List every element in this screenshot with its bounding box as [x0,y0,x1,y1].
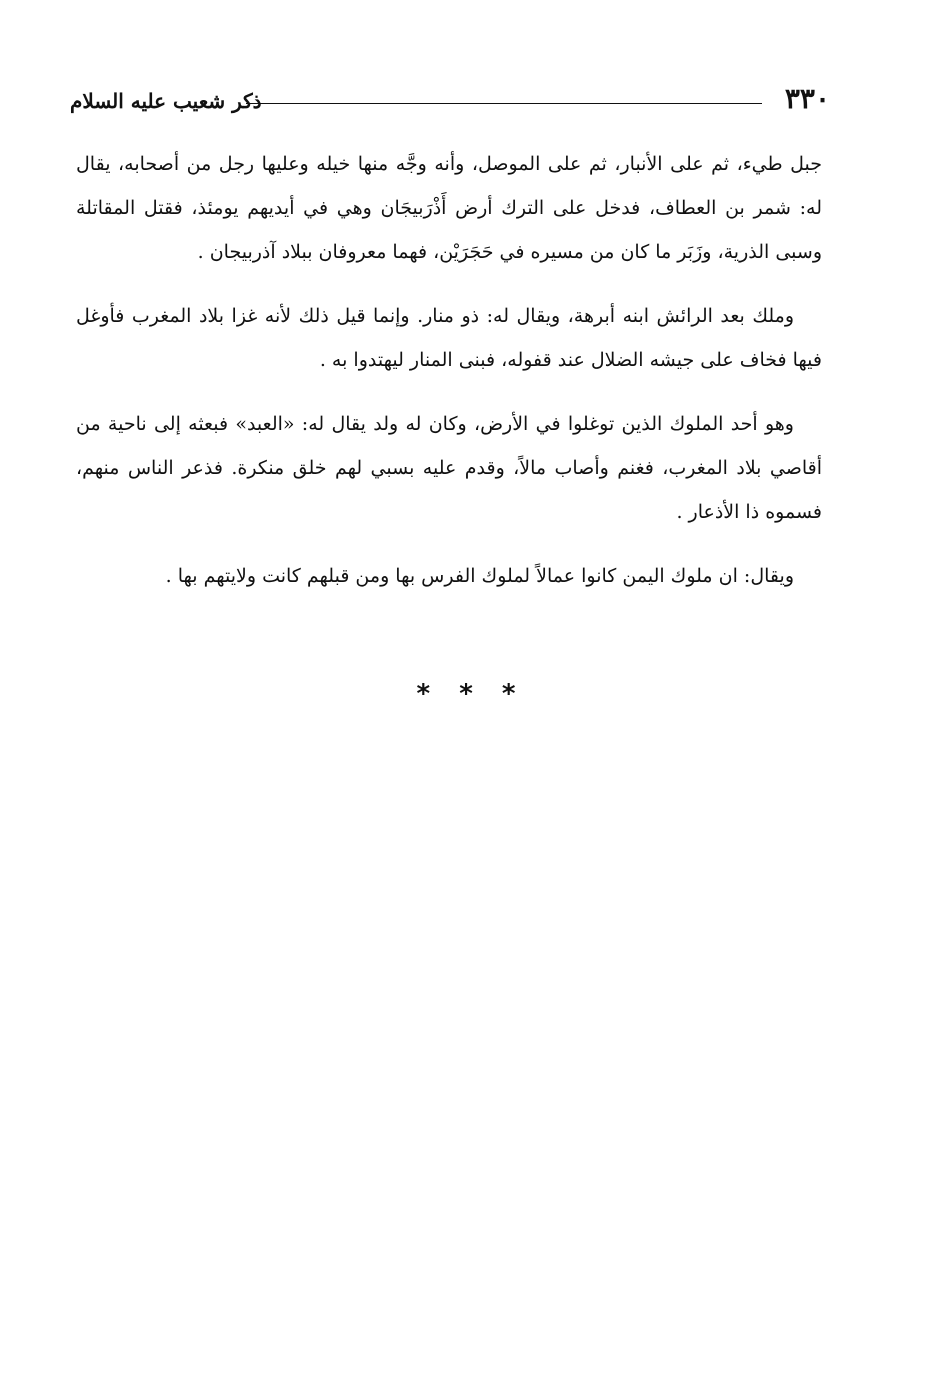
page-header [70,82,830,122]
running-title: ذكر شعيب عليه السلام [70,89,262,113]
header-rule [246,103,762,104]
body-text [76,142,822,618]
paragraph-2: وملك بعد الرائش ابنه أبرهة، ويقال له: ذو منار. وإنما قيل ذلك لأنه غزا بلاد المغرب فأوغل فيها فخاف على جيشه الضلال عند قفوله، فبنى المنار ليهتدوا به . [76,305,822,371]
paragraph-4: ويقال: ان ملوك اليمن كانوا عمالاً لملوك الفرس بها ومن قبلهم كانت ولايتهم بها . [165,565,794,587]
paragraph-3: وهو أحد الملوك الذين توغلوا في الأرض، وكان له ولد يقال له: «العبد» فبعثه إلى ناحية من أقاصي بلاد المغرب، فغنم وأصاب مالاً، وقدم عليه بسبي لهم خلق منكرة. فذعر الناس منهم، فسموه ذا الأذعار . [76,413,822,523]
page-number: ٣٣٠ [784,82,830,115]
paragraph-1: جبل طيء، ثم على الأنبار، ثم على الموصل، وأنه وجَّه منها خيله وعليها رجل من أصحابه، يقال له: شمر بن العطاف، فدخل على الترك أرض أَذْرَبيجَان وهي في أيديهم يومئذ، فقتل المقاتلة وسبى الذرية، وزَبَر ما كان من مسيره في حَجَرَيْن، فهما معروفان ببلاد آذربيجان . [76,153,822,263]
section-end-ornament: * * * [416,679,526,709]
